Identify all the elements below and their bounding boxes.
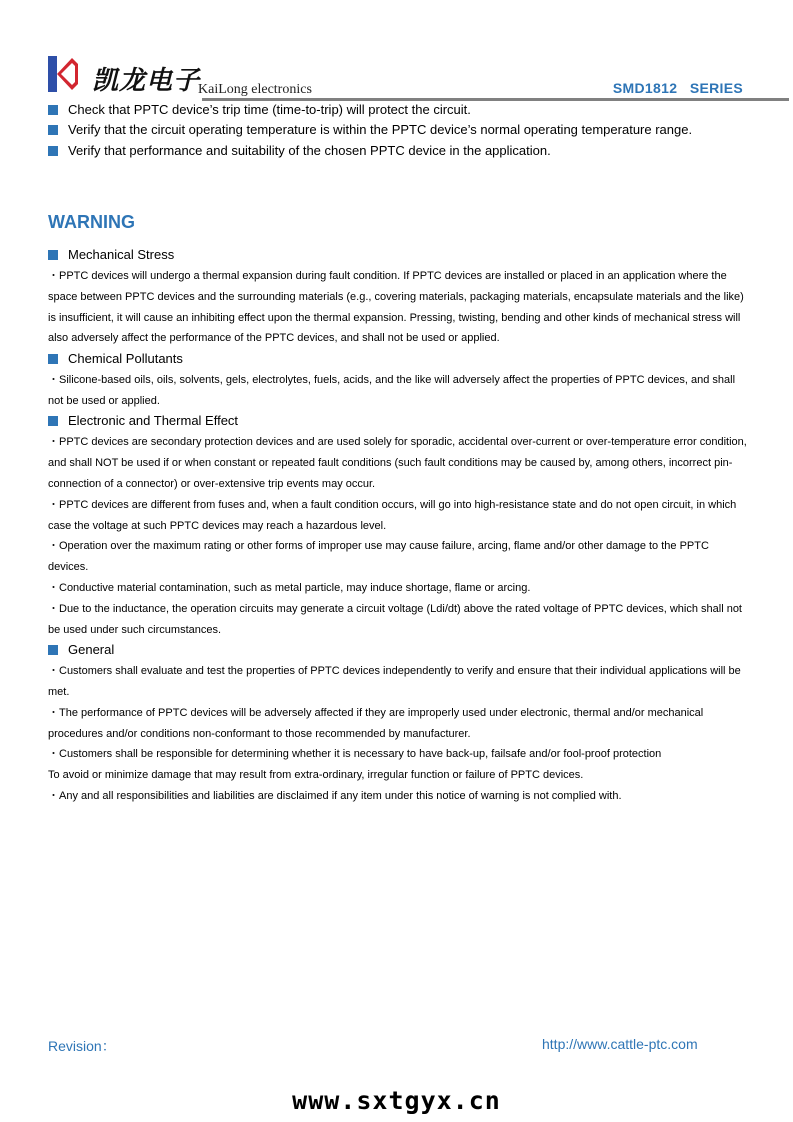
electronic-paragraph-2: ・PPTC devices are different from fuses and, when a fault condition occurs, will go into high-resistance state and do not open circuit, in which case the voltage at such PPTC devices may reach a hazardous level. (48, 499, 737, 532)
square-bullet-icon (48, 105, 58, 115)
logo-english-name: KaiLong electronics (198, 82, 312, 97)
mechanical-paragraph: ・PPTC devices will undergo a thermal expansion during fault condition. If PPTC devices are installed or placed in an application where the space between PPTC devices and the surrounding materials (e.g., covering materials, packaging materials, encapsulate materials and the like) is insufficient, it will cause an inhibiting effect upon the thermal expansion. Pressing, twisting, bending and other kinds of mechanical stress will also adversely affect the performance of the PPTC devices, and shall not be used or applied. (48, 270, 744, 345)
series-title: SMD1812 SERIES (612, 80, 743, 96)
section-general-title (48, 640, 114, 660)
warning-heading: WARNING (48, 212, 135, 232)
electronic-paragraph-4: ・Conductive material contamination, such as metal particle, may induce shortage, flame or arcing. (48, 582, 531, 594)
footer-url-link[interactable]: http://www.cattle-ptc.com (542, 1036, 698, 1052)
page-header (48, 56, 743, 100)
section-title-text: Electronic and Thermal Effect (68, 413, 239, 428)
checklist-item (48, 120, 748, 140)
checklist-text: Verify that performance and suitability of the chosen PPTC device in the application. (68, 143, 551, 158)
watermark-text: www.sxtgyx.cn (292, 1086, 501, 1115)
section-title-text: Chemical Pollutants (68, 351, 183, 366)
checklist-text: Verify that the circuit operating temperature is within the PPTC device’s normal operating temperature range. (68, 122, 693, 137)
logo-chinese-name: 凯龙电子 (92, 66, 201, 96)
electronic-paragraph-1: ・PPTC devices are secondary protection devices and are used solely for sporadic, accidental over-current or over-temperature error condition, and shall NOT be used if or when constant or repeated fault conditions (such fault conditions may be caused by, among others, incorrect pin-connection of a connector) or over-extensive trip events may occur. (48, 436, 747, 490)
square-bullet-icon (48, 125, 58, 135)
footer-revision: Revision： (48, 1038, 116, 1054)
square-bullet-icon (48, 354, 58, 364)
section-title-text: Mechanical Stress (68, 247, 175, 262)
section-electronic-title (48, 411, 238, 431)
kailong-logo-icon (48, 56, 78, 92)
chemical-paragraph: ・Silicone-based oils, oils, solvents, gels, electrolytes, fuels, acids, and the like will adversely affect the properties of PPTC devices, and shall not be used or applied. (48, 374, 736, 407)
square-bullet-icon (48, 250, 58, 260)
square-bullet-icon (48, 146, 58, 156)
checklist-text: Check that PPTC device’s trip time (time-to-trip) will protect the circuit. (68, 102, 471, 117)
electronic-paragraph-3: ・Operation over the maximum rating or other forms of improper use may cause failure, arcing, flame and/or other damage to the PPTC devices. (48, 540, 709, 573)
checklist-item (48, 100, 748, 120)
square-bullet-icon (48, 416, 58, 426)
section-chemical-title (48, 349, 183, 369)
general-paragraph-3b: To avoid or minimize damage that may result from extra-ordinary, irregular function or failure of PPTC devices. (48, 769, 584, 781)
general-paragraph-3a: ・Customers shall be responsible for determining whether it is necessary to have back-up, failsafe and/or fool-proof protection (48, 748, 662, 760)
general-paragraph-1: ・Customers shall evaluate and test the properties of PPTC devices independently to verify and ensure that their individual applications will be met. (48, 665, 741, 698)
section-mechanical-title (48, 245, 174, 265)
checklist-item (48, 141, 748, 161)
electronic-paragraph-5: ・Due to the inductance, the operation circuits may generate a circuit voltage (Ldi/dt) above the rated voltage of PPTC devices, which shall not be used under such circumstances. (48, 603, 742, 636)
section-title-text: General (68, 642, 115, 657)
general-paragraph-4: ・Any and all responsibilities and liabilities are disclaimed if any item under this notice of warning is not complied with. (48, 790, 622, 802)
square-bullet-icon (48, 645, 58, 655)
general-paragraph-2: ・The performance of PPTC devices will be adversely affected if they are improperly used under electronic, thermal and/or mechanical procedures and/or conditions non-conformant to those recommended by manufacturer. (48, 707, 704, 740)
